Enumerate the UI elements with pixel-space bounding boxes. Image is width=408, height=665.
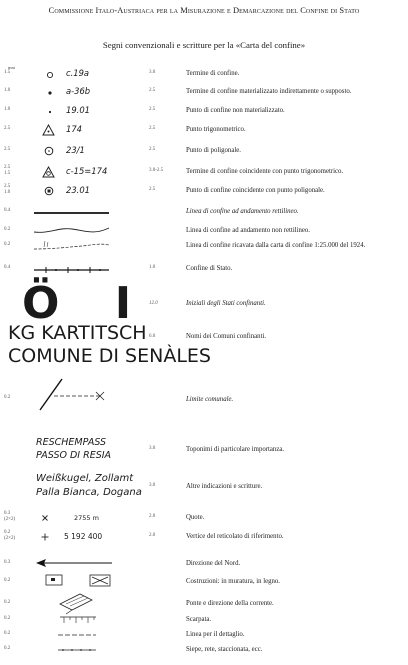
line-width: 0.2 — [4, 227, 11, 232]
text-size: 2.5 — [149, 88, 156, 93]
line-width-secondary: (2×2) — [4, 536, 16, 541]
legend-description: Termine di confine coincidente con punto trigonometrico. — [186, 168, 344, 175]
legend-description: Termine di confine. — [186, 70, 240, 77]
legend-description: Linea di confine ricavata dalla carta di confine 1:25.000 del 1924. — [186, 242, 366, 249]
line-width: 1.0 — [4, 107, 11, 112]
line-width: 0.2 — [4, 578, 11, 583]
line-width: 0.2 — [4, 646, 11, 651]
line-width: 0.2 — [4, 616, 11, 621]
plus-icon — [41, 533, 49, 541]
legend-description: Punto di poligonale. — [186, 147, 241, 154]
symbol-label: 23.01 — [66, 185, 90, 195]
text-size: 3.0 — [149, 483, 156, 488]
unit-label: mm — [8, 65, 16, 70]
legend-description: Direzione del Nord. — [186, 560, 241, 567]
solid-line-icon — [34, 211, 109, 215]
municipal-limit-icon — [36, 377, 111, 413]
symbol-label: 174 — [66, 124, 82, 134]
detail-line-icon — [58, 633, 98, 637]
cross-x-icon — [41, 514, 49, 522]
line-width: 2.5 — [4, 165, 11, 170]
legend-description: Toponimi di particolare importanza. — [186, 446, 285, 453]
line-width-secondary: 1.0 — [4, 190, 11, 195]
commune-name-2: COMUNE DI SENÀLES — [8, 345, 211, 367]
text-size: 3.0 — [149, 70, 156, 75]
north-arrow-icon — [34, 557, 114, 569]
legend-description: Confine di Stato. — [186, 265, 233, 272]
line-width-secondary: (2×2) — [4, 517, 16, 522]
triangle-dot-icon — [42, 124, 55, 136]
state-initials: Ö I — [22, 278, 152, 329]
legend-description: Costruzioni: in muratura, in legno. — [186, 578, 281, 585]
text-size: 2.0 — [149, 533, 156, 538]
grid-vertex-value: 5 192 400 — [64, 532, 103, 541]
legend-description: Nomi dei Comuni confinanti. — [186, 333, 267, 340]
fence-icon — [58, 646, 98, 654]
bridge-icon — [58, 592, 94, 614]
other-names-line-1: Weißkugel, Zollamt — [36, 473, 134, 484]
symbol-label: 19.01 — [66, 105, 90, 115]
legend-description: Termine di confine materializzato indirettamente o supposto. — [186, 88, 352, 95]
line-width: 0.2 — [4, 395, 11, 400]
legend-description: Iniziali degli Stati confinanti. — [186, 300, 266, 307]
symbol-label: 23/1 — [66, 145, 85, 155]
line-width: 0.4 — [4, 265, 11, 270]
wavy-line-icon — [34, 225, 109, 235]
text-size: 2.5 — [149, 147, 156, 152]
line-width: 2.5 — [4, 126, 11, 131]
commune-name-1: KG KARTITSCH — [8, 322, 147, 344]
line-width: 0.2 — [4, 530, 11, 535]
line-width: 0.2 — [4, 242, 11, 247]
legend-description: Siepe, rete, staccionata, ecc. — [186, 646, 263, 653]
legend-description: Linea di confine ad andamento non rettilineo. — [186, 227, 310, 234]
line-width: 2.5 — [4, 184, 11, 189]
text-size: 12.0 — [149, 301, 158, 306]
filled-dot-icon — [46, 89, 54, 97]
document-subtitle: Segni convenzionali e scritture per la «Carta del confine» — [102, 40, 306, 50]
spot-height-value: 2755 m — [74, 514, 99, 522]
scarp-icon — [58, 615, 98, 625]
text-size: 2.5 — [149, 107, 156, 112]
line-width: 2.5 — [4, 147, 11, 152]
legend-description: Limite comunale. — [186, 396, 234, 403]
text-size: 6.0 — [149, 334, 156, 339]
other-names-line-2: Palla Bianca, Dogana — [36, 487, 142, 498]
legend-description: Linea di confine ad andamento rettilineo. — [186, 208, 299, 215]
legend-description: Punto di confine coincidente con punto poligonale. — [186, 187, 325, 194]
line-width: 1.5 — [4, 70, 11, 75]
document-title: Commissione Italo-Austriaca per la Misurazione e Demarcazione del Confine di Stato — [48, 6, 360, 15]
legend-description: Punto trigonometrico. — [186, 126, 246, 133]
circle-square-icon — [44, 186, 54, 196]
state-boundary-line-icon — [34, 266, 109, 274]
line-width: 0.3 — [4, 511, 11, 516]
text-size: 3.0 — [149, 446, 156, 451]
legend-description: Punto di confine non materializzato. — [186, 107, 285, 114]
line-width: 0.4 — [4, 208, 11, 213]
triangle-circle-icon — [42, 166, 55, 178]
open-circle-icon — [46, 71, 54, 79]
line-width: 0.3 — [4, 560, 11, 565]
line-width-secondary: 1.5 — [4, 171, 11, 176]
small-dot-icon — [46, 108, 54, 116]
line-width: 0.2 — [4, 600, 11, 605]
legend-description: Scarpata. — [186, 616, 212, 623]
legend-description: Linea per il dettaglio. — [186, 631, 245, 638]
text-size: 2.0 — [149, 514, 156, 519]
circle-dot-icon — [44, 146, 54, 156]
line-width: 0.2 — [4, 631, 11, 636]
legend-description: Altre indicazioni e scritture. — [186, 483, 263, 490]
derived-line-icon — [34, 239, 109, 251]
legend-description: Ponte e direzione della corrente. — [186, 600, 274, 607]
building-icon — [44, 574, 114, 587]
symbol-label: c-15=174 — [66, 166, 108, 176]
line-width: 1.0 — [4, 88, 11, 93]
toponym-line-2: PASSO DI RESIA — [36, 450, 112, 461]
legend-description: Quote. — [186, 514, 205, 521]
text-size: 2.5 — [149, 187, 156, 192]
legend-description: Vertice del reticolato di riferimento. — [186, 533, 284, 540]
symbol-label: c.19a — [66, 68, 90, 78]
toponym-line-1: RESCHEMPASS — [36, 437, 107, 448]
symbol-label: a-36b — [66, 86, 91, 96]
text-size: 1.0 — [149, 265, 156, 270]
text-size: 2.5 — [149, 126, 156, 131]
text-size: 3.0-2.5 — [149, 168, 164, 173]
